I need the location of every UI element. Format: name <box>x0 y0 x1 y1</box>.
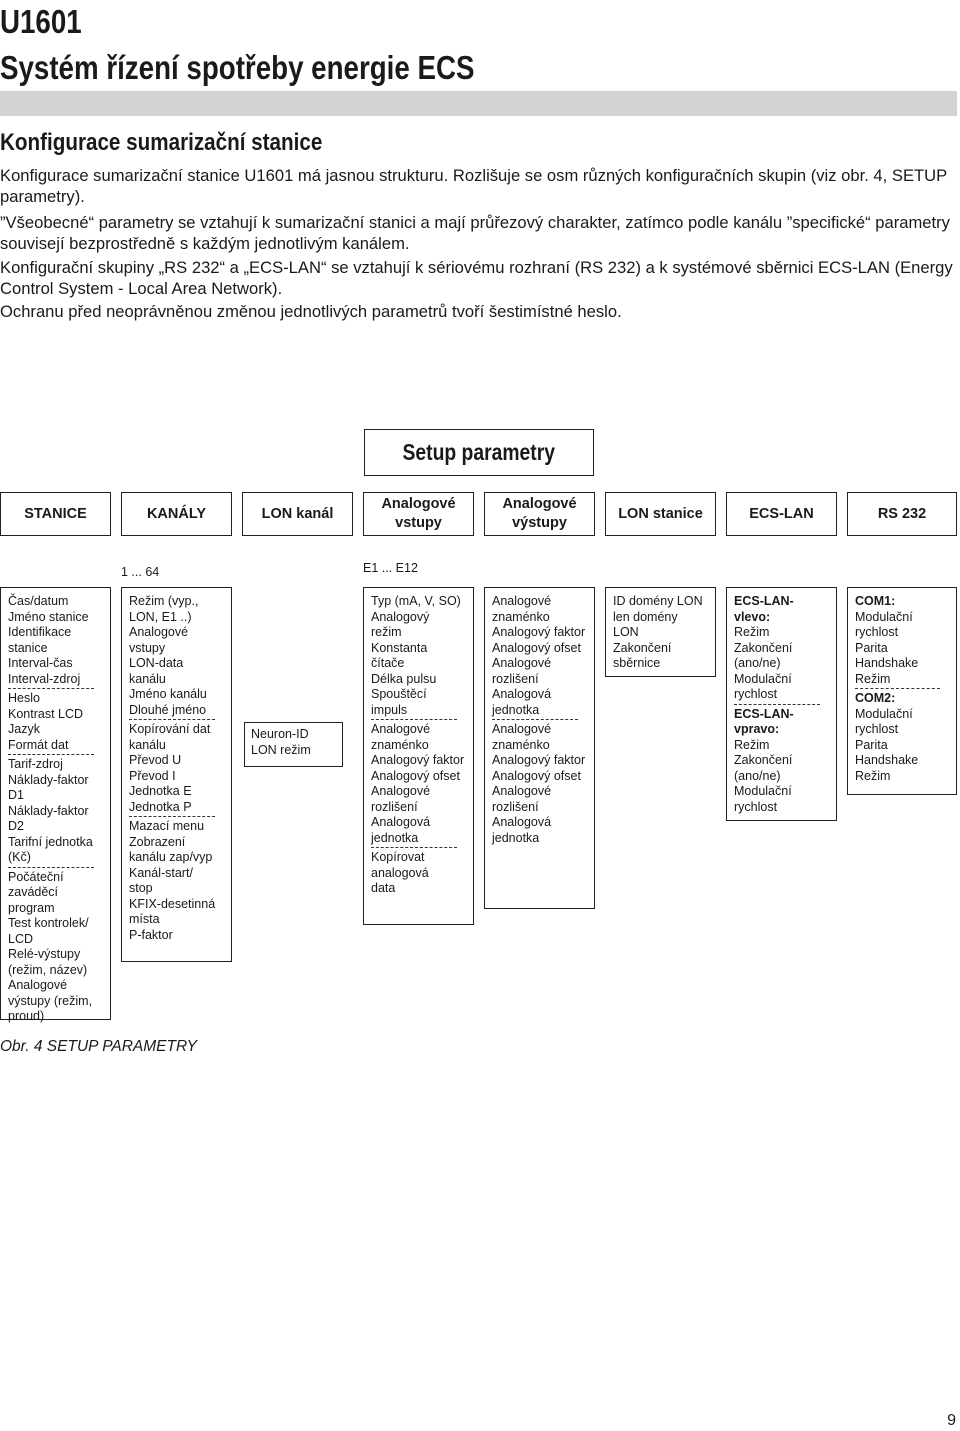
list-item: Analogový ofset <box>492 640 581 655</box>
group-box-rs232 <box>847 492 957 536</box>
paragraph-3: Konfigurační skupiny „RS 232“ a „ECS-LAN“ se vztahují k sériovému rozhraní (RS 232) a k systémové sběrnici ECS-LAN (Energy Control System - Local Area Network). <box>0 258 953 298</box>
list-item: Analogová jednotka <box>492 687 552 717</box>
list-item: Analogový faktor <box>492 625 586 639</box>
list-item: Handshake <box>855 656 919 670</box>
list-item: ECS-LAN-vlevo: <box>734 594 794 624</box>
list-box-analog-inputs <box>363 587 474 925</box>
list-item: LON-data kanálu <box>129 656 184 686</box>
divider <box>129 719 215 720</box>
divider <box>734 704 820 705</box>
group-box-lon-stanice <box>605 492 716 536</box>
list-item: Analogové znaménko <box>371 722 431 752</box>
divider <box>8 754 94 755</box>
list-item: len domény LON <box>613 609 678 639</box>
list-item: Režim <box>734 625 770 639</box>
list-item: Heslo <box>8 691 40 705</box>
list-box-kanaly <box>121 587 232 962</box>
list-item: Analogové vstupy <box>129 625 189 655</box>
section-heading: Konfigurace sumarizační stanice <box>0 129 323 156</box>
list-item: Jednotka P <box>129 799 192 814</box>
list-item: Neuron-ID <box>251 727 309 741</box>
divider <box>492 719 578 720</box>
list-item: Mazací menu <box>129 819 205 833</box>
list-item: Analogové rozlišení <box>371 784 431 814</box>
list-item: Kopírování dat kanálu <box>129 722 211 752</box>
list-item: Modulační rychlost <box>734 671 792 701</box>
group-box-stanice <box>0 492 111 536</box>
list-item: ECS-LAN-vpravo: <box>734 706 794 736</box>
list-item: Počáteční zaváděcí program <box>8 869 64 915</box>
list-item: Test kontrolek/ LCD <box>8 916 89 946</box>
list-item: Analogový ofset <box>371 768 460 783</box>
paragraph-4: Ochranu před neoprávněnou změnou jednotlivých parametrů tvoří šestimístné heslo. <box>0 302 622 321</box>
group-box-kanaly <box>121 492 232 536</box>
list-item: Analogové výstupy (režim, proud) <box>8 978 93 1023</box>
paragraph-1: Konfigurace sumarizační stanice U1601 má jasnou strukturu. Rozlišuje se osm různých konfiguračních skupin (viz obr. 4, SETUP parametry). <box>0 166 947 206</box>
group-box-analog-outputs <box>484 492 595 536</box>
list-item: Modulační rychlost <box>855 609 913 639</box>
list-item: Analogové znaménko <box>492 594 552 624</box>
list-box-rs232 <box>847 587 957 795</box>
list-item: Kanál-start/ stop <box>129 865 193 895</box>
list-item: Interval-čas <box>8 656 73 670</box>
divider <box>8 688 94 689</box>
group-label: LON stanice <box>618 505 703 522</box>
list-item: Handshake <box>855 753 919 767</box>
list-item: Analogové rozlišení <box>492 656 552 686</box>
section-divider-bar <box>0 91 957 116</box>
list-box-lon-stanice <box>605 587 716 677</box>
list-item: Analogové znaménko <box>492 722 552 752</box>
list-item: Kopírovat analogová data <box>371 850 429 895</box>
divider <box>855 688 940 689</box>
list-item: Spouštěcí impuls <box>371 687 427 717</box>
list-box-analog-outputs <box>484 587 595 909</box>
page-number: 9 <box>947 1412 956 1429</box>
list-item: Jméno stanice <box>8 609 89 624</box>
list-item: Režim <box>855 768 891 783</box>
list-item: Jméno kanálu <box>129 687 207 701</box>
list-item: Režim <box>734 737 770 752</box>
setup-root-box <box>364 429 594 476</box>
list-item: Čas/datum <box>8 594 69 608</box>
list-box-ecs-lan <box>726 587 837 821</box>
figure-caption: Obr. 4 SETUP PARAMETRY <box>0 1038 197 1055</box>
list-item: Náklady-faktor D1 <box>8 772 89 802</box>
divider <box>129 816 215 817</box>
list-item: Analogový ofset <box>492 768 581 783</box>
group-label: Analogové vstupy <box>381 496 456 531</box>
list-item: Kontrast LCD <box>8 706 84 721</box>
document-title-code: U1601 <box>0 3 82 40</box>
list-item: Typ (mA, V, SO) <box>371 594 461 608</box>
list-item: Identifikace stanice <box>8 625 72 655</box>
list-item: Režim (vyp., LON, E1 ..) <box>129 594 199 624</box>
group-label: LON kanál <box>261 505 334 522</box>
list-item: Analogový faktor <box>492 753 586 767</box>
document-title: Systém řízení spotřeby energie ECS <box>0 49 475 86</box>
list-item: LON režim <box>251 742 311 757</box>
list-item: Zobrazení kanálu zap/vyp <box>129 834 213 864</box>
group-label: Analogové výstupy <box>502 496 577 531</box>
list-item: Parita <box>855 737 888 752</box>
list-item: Jednotka E <box>129 784 192 798</box>
paragraph-2: ”Všeobecné“ parametry se vztahují k sumarizační stanici a mají průřezový charakter, zatímco podle kanálu ”specifické“ parametry souvisejí bezprostředně s každým jednotlivým kanálem. <box>0 213 950 253</box>
group-label: STANICE <box>24 505 87 522</box>
group-box-analog-inputs <box>363 492 474 536</box>
channel-range-label: 1 ... 64 <box>121 565 160 579</box>
group-label: KANÁLY <box>146 505 207 522</box>
list-item: Interval-zdroj <box>8 671 81 686</box>
list-item: Relé-výstupy (režim, název) <box>8 947 88 977</box>
divider <box>371 847 457 848</box>
group-box-ecs-lan <box>726 492 837 536</box>
list-item: Formát dat <box>8 737 69 752</box>
setup-root-label: Setup parametry <box>402 439 556 465</box>
list-item: Zakončení (ano/ne) <box>734 640 793 670</box>
neuron-box <box>244 722 343 767</box>
list-item: Analogová jednotka <box>371 815 431 845</box>
list-item: Zakončení sběrnice <box>613 640 672 670</box>
list-item: Modulační rychlost <box>855 706 913 736</box>
list-item: ID domény LON <box>613 594 703 608</box>
list-item: Parita <box>855 640 888 655</box>
list-item: Dlouhé jméno <box>129 702 207 717</box>
list-item: Analogový režim <box>371 609 430 639</box>
list-item: Tarif-zdroj <box>8 757 63 771</box>
divider <box>8 867 94 868</box>
list-item: COM1: <box>855 594 896 608</box>
list-item: Analogové rozlišení <box>492 784 552 814</box>
list-item: COM2: <box>855 691 896 705</box>
list-item: KFIX-desetinná místa <box>129 896 216 926</box>
list-item: Náklady-faktor D2 <box>8 803 89 833</box>
list-item: Analogová jednotka <box>492 815 552 845</box>
analog-input-range-label: E1 ... E12 <box>363 561 418 575</box>
divider <box>371 719 457 720</box>
list-item: Analogový faktor <box>371 753 465 767</box>
list-item: Konstanta čítače <box>371 640 428 670</box>
group-box-lon-kanal <box>242 492 353 536</box>
group-label: RS 232 <box>877 505 927 522</box>
list-item: P-faktor <box>129 927 173 942</box>
list-item: Jazyk <box>8 722 40 736</box>
list-item: Tarifní jednotka (Kč) <box>8 834 93 864</box>
list-box-stanice <box>0 587 111 1023</box>
list-item: Převod U <box>129 753 182 767</box>
list-item: Převod I <box>129 768 176 783</box>
group-label: ECS-LAN <box>749 505 814 522</box>
list-item: Režim <box>855 671 891 686</box>
list-item: Délka pulsu <box>371 671 437 686</box>
list-item: Zakončení (ano/ne) <box>734 753 793 783</box>
list-item: Modulační rychlost <box>734 784 792 814</box>
